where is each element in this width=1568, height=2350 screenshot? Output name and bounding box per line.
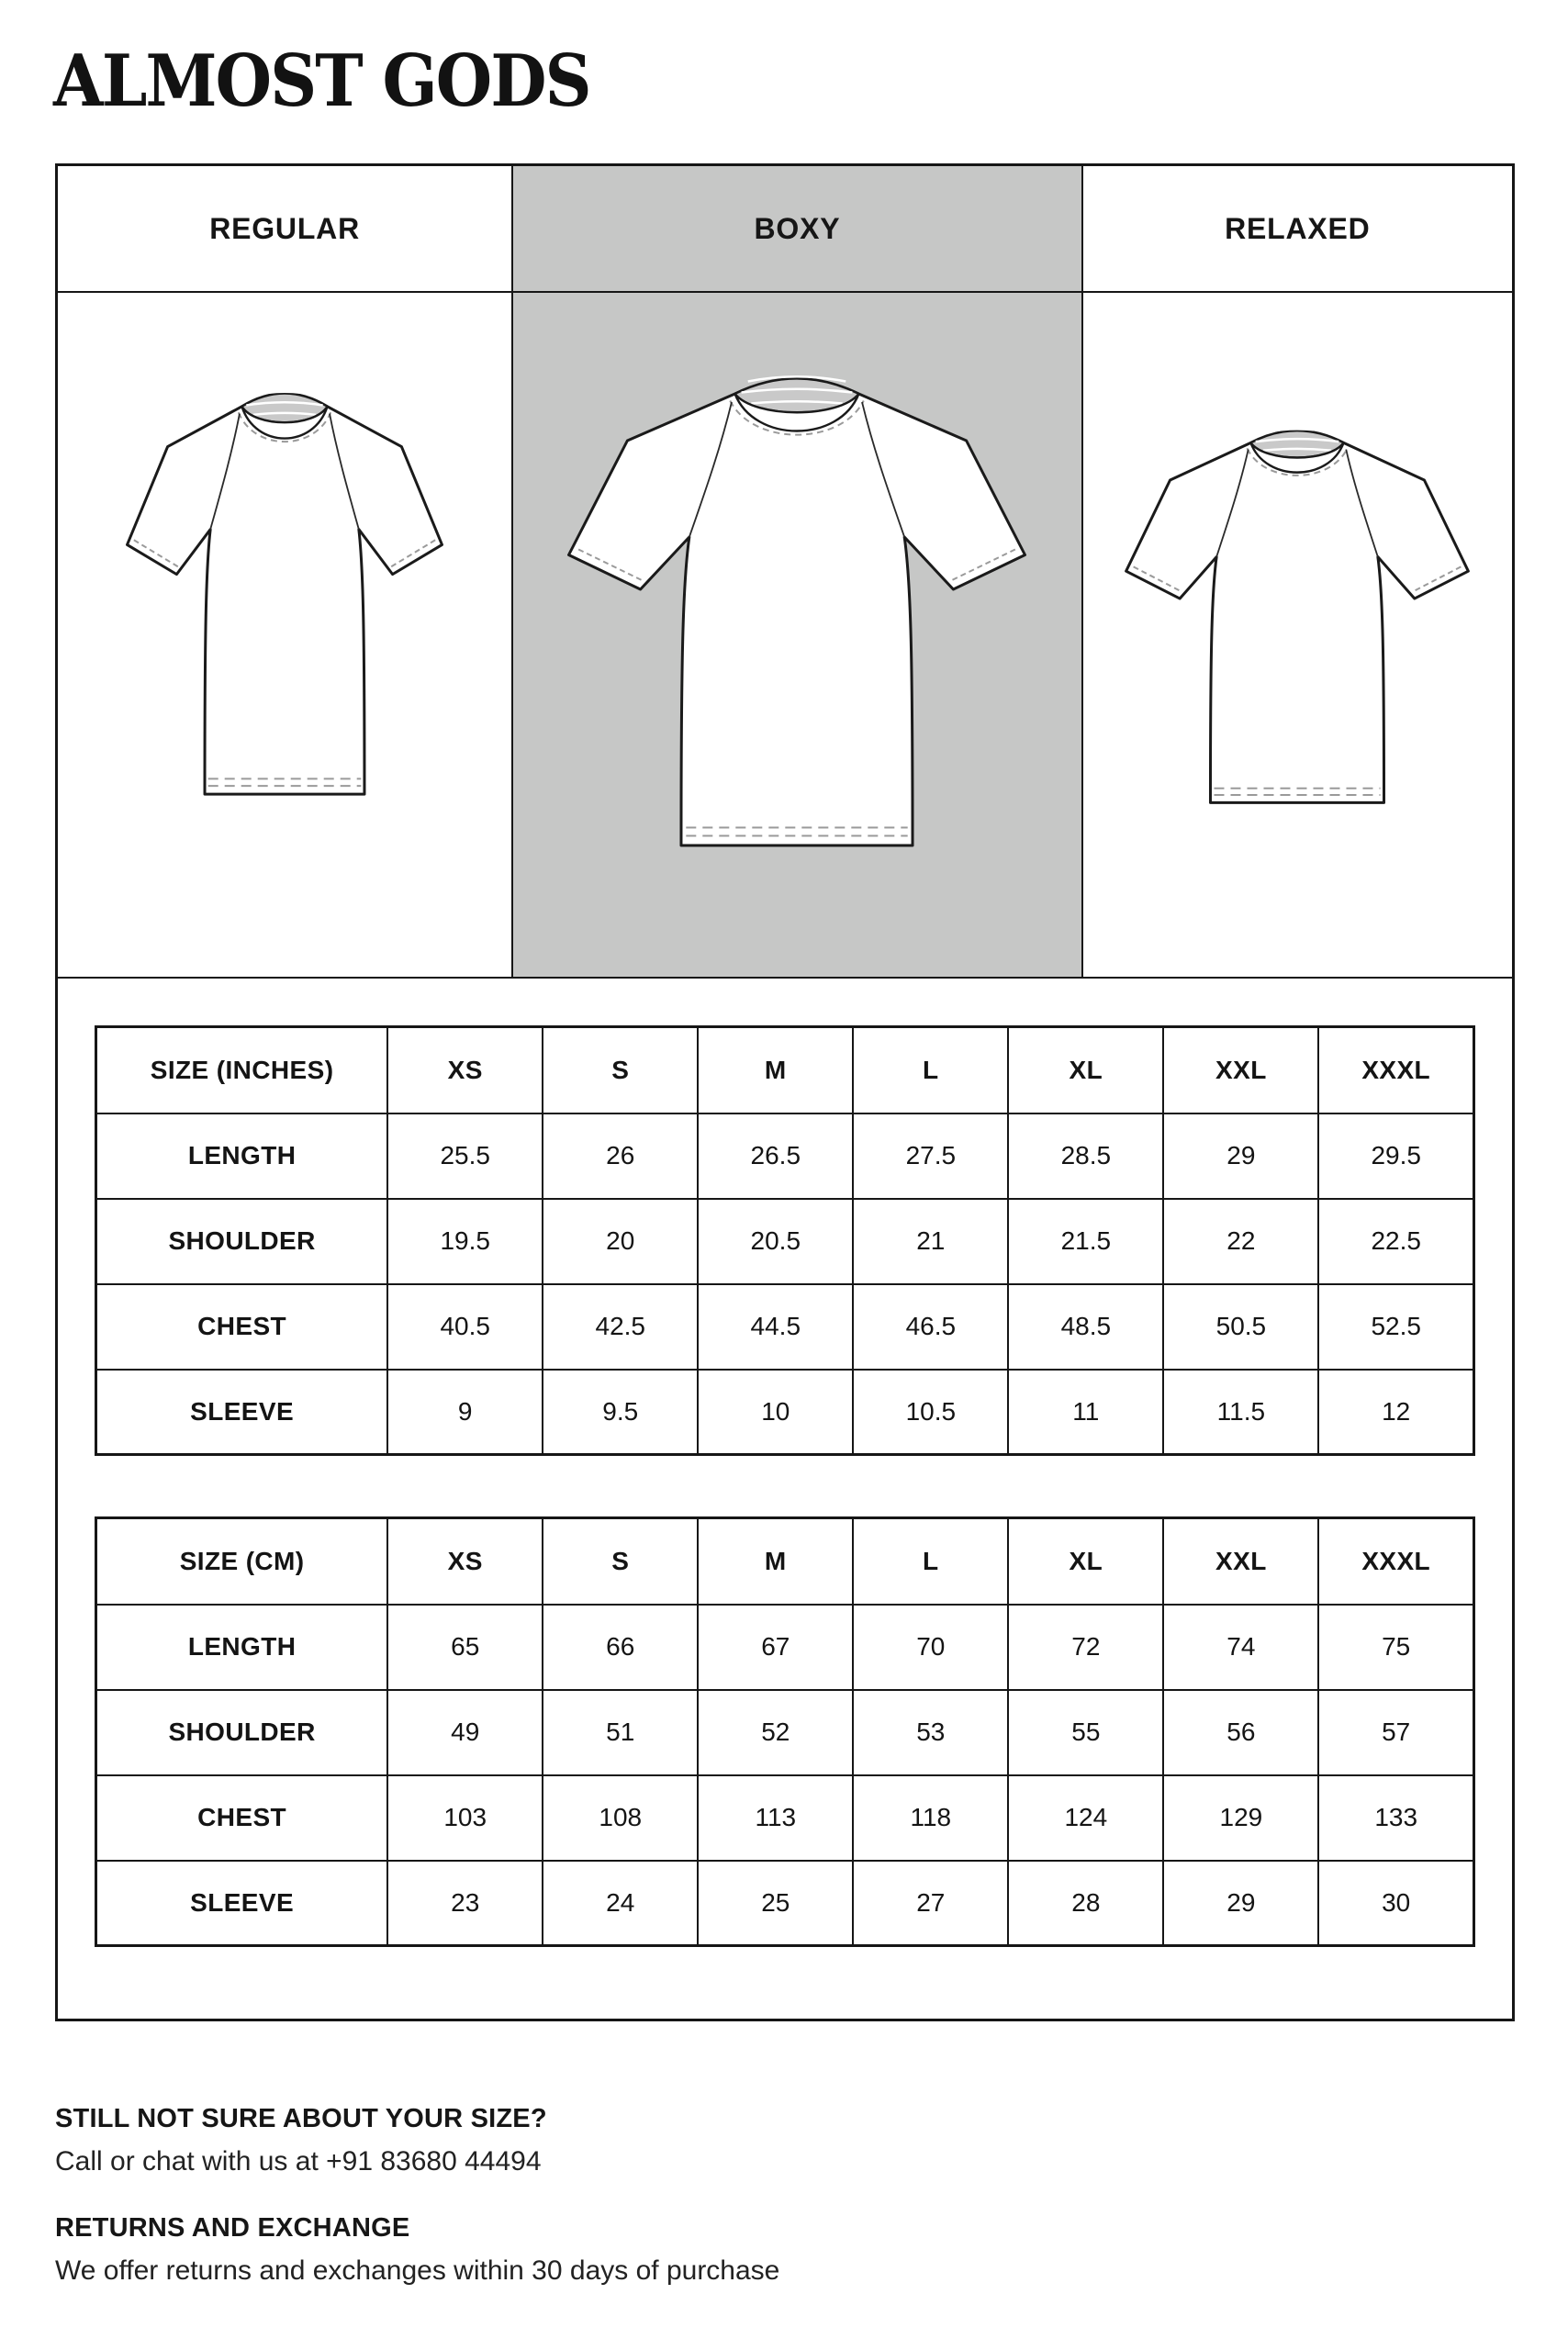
measurement-label-cell: CHEST bbox=[96, 1284, 388, 1370]
size-column-header: XXL bbox=[1163, 1518, 1318, 1605]
measurement-value-cell: 27 bbox=[853, 1861, 1008, 1946]
measurement-value-cell: 44.5 bbox=[698, 1284, 853, 1370]
measurement-value-cell: 46.5 bbox=[853, 1284, 1008, 1370]
measurement-value-cell: 133 bbox=[1318, 1775, 1473, 1861]
measurement-label-cell: SLEEVE bbox=[96, 1370, 388, 1455]
size-table-header-row bbox=[96, 1518, 1474, 1605]
measurement-row bbox=[96, 1775, 1474, 1861]
footer bbox=[55, 2106, 779, 2324]
measurement-label-cell: CHEST bbox=[96, 1775, 388, 1861]
fit-label-relaxed: RELAXED bbox=[1225, 211, 1371, 245]
measurement-value-cell: 21.5 bbox=[1008, 1199, 1163, 1284]
size-column-header: XXXL bbox=[1318, 1027, 1473, 1113]
size-column-header: XL bbox=[1008, 1027, 1163, 1113]
measurement-value-cell: 26.5 bbox=[698, 1113, 853, 1199]
fit-cell-boxy bbox=[511, 166, 1083, 293]
shirt-cell-boxy bbox=[511, 293, 1083, 979]
size-column-header: XS bbox=[387, 1518, 543, 1605]
returns-text: We offer returns and exchanges within 30 days of purchase bbox=[55, 2255, 780, 2286]
measurement-value-cell: 57 bbox=[1318, 1690, 1473, 1775]
measurement-row bbox=[96, 1370, 1474, 1455]
measurement-row bbox=[96, 1284, 1474, 1370]
measurement-value-cell: 22.5 bbox=[1318, 1199, 1473, 1284]
size-column-header: M bbox=[698, 1518, 853, 1605]
measurement-value-cell: 66 bbox=[543, 1605, 698, 1690]
size-table-header-row bbox=[96, 1027, 1474, 1113]
brand-logo: ALMOST GODS bbox=[53, 39, 590, 123]
size-column-header: S bbox=[543, 1518, 698, 1605]
measurement-value-cell: 75 bbox=[1318, 1605, 1473, 1690]
measurement-value-cell: 11 bbox=[1008, 1370, 1163, 1455]
measurement-value-cell: 55 bbox=[1008, 1690, 1163, 1775]
measurement-value-cell: 67 bbox=[698, 1605, 853, 1690]
measurement-value-cell: 9 bbox=[387, 1370, 543, 1455]
tshirt-boxy-illustration bbox=[536, 328, 1058, 878]
unit-header-cell: SIZE (CM) bbox=[96, 1518, 388, 1605]
measurement-value-cell: 12 bbox=[1318, 1370, 1473, 1455]
measurement-value-cell: 20 bbox=[543, 1199, 698, 1284]
measurement-value-cell: 9.5 bbox=[543, 1370, 698, 1455]
measurement-value-cell: 10 bbox=[698, 1370, 853, 1455]
size-column-header: M bbox=[698, 1027, 853, 1113]
measurement-label-cell: LENGTH bbox=[96, 1605, 388, 1690]
measurement-value-cell: 52 bbox=[698, 1690, 853, 1775]
measurement-value-cell: 108 bbox=[543, 1775, 698, 1861]
measurement-value-cell: 11.5 bbox=[1163, 1370, 1318, 1455]
size-column-header: L bbox=[853, 1518, 1008, 1605]
measurement-value-cell: 26 bbox=[543, 1113, 698, 1199]
measurement-value-cell: 42.5 bbox=[543, 1284, 698, 1370]
measurement-row bbox=[96, 1690, 1474, 1775]
fit-label-regular: REGULAR bbox=[209, 211, 361, 245]
measurement-value-cell: 129 bbox=[1163, 1775, 1318, 1861]
measurement-value-cell: 50.5 bbox=[1163, 1284, 1318, 1370]
tables-section bbox=[58, 979, 1512, 2019]
measurement-row bbox=[96, 1861, 1474, 1946]
size-help-title: STILL NOT SURE ABOUT YOUR SIZE? bbox=[55, 2104, 547, 2133]
measurement-row bbox=[96, 1199, 1474, 1284]
fit-cell-relaxed bbox=[1083, 166, 1512, 293]
fit-cell-regular bbox=[58, 166, 511, 293]
measurement-value-cell: 124 bbox=[1008, 1775, 1163, 1861]
measurement-value-cell: 21 bbox=[853, 1199, 1008, 1284]
size-column-header: XXXL bbox=[1318, 1518, 1473, 1605]
measurement-value-cell: 70 bbox=[853, 1605, 1008, 1690]
measurement-value-cell: 113 bbox=[698, 1775, 853, 1861]
shirt-cell-regular bbox=[58, 293, 511, 979]
measurement-value-cell: 56 bbox=[1163, 1690, 1318, 1775]
tshirt-regular-illustration bbox=[105, 350, 465, 822]
measurement-value-cell: 10.5 bbox=[853, 1370, 1008, 1455]
size-column-header: S bbox=[543, 1027, 698, 1113]
size-help-text: Call or chat with us at +91 83680 44494 bbox=[55, 2146, 542, 2177]
measurement-value-cell: 22 bbox=[1163, 1199, 1318, 1284]
measurement-label-cell: SHOULDER bbox=[96, 1690, 388, 1775]
measurement-value-cell: 28.5 bbox=[1008, 1113, 1163, 1199]
size-table-cm bbox=[95, 1516, 1475, 1947]
size-table-inches bbox=[95, 1025, 1475, 1456]
measurement-value-cell: 29 bbox=[1163, 1861, 1318, 1946]
tshirt-relaxed-illustration bbox=[1102, 390, 1493, 829]
fit-header-row bbox=[58, 166, 1512, 293]
size-chart-panel bbox=[55, 163, 1515, 2021]
measurement-row bbox=[96, 1605, 1474, 1690]
measurement-value-cell: 24 bbox=[543, 1861, 698, 1946]
measurement-label-cell: SLEEVE bbox=[96, 1861, 388, 1946]
measurement-value-cell: 30 bbox=[1318, 1861, 1473, 1946]
measurement-value-cell: 27.5 bbox=[853, 1113, 1008, 1199]
size-column-header: XL bbox=[1008, 1518, 1163, 1605]
measurement-value-cell: 25 bbox=[698, 1861, 853, 1946]
measurement-value-cell: 19.5 bbox=[387, 1199, 543, 1284]
measurement-value-cell: 118 bbox=[853, 1775, 1008, 1861]
measurement-value-cell: 29 bbox=[1163, 1113, 1318, 1199]
measurement-value-cell: 53 bbox=[853, 1690, 1008, 1775]
unit-header-cell: SIZE (INCHES) bbox=[96, 1027, 388, 1113]
measurement-value-cell: 48.5 bbox=[1008, 1284, 1163, 1370]
measurement-value-cell: 23 bbox=[387, 1861, 543, 1946]
measurement-value-cell: 52.5 bbox=[1318, 1284, 1473, 1370]
measurement-value-cell: 28 bbox=[1008, 1861, 1163, 1946]
measurement-row bbox=[96, 1113, 1474, 1199]
shirt-row bbox=[58, 293, 1512, 979]
measurement-label-cell: LENGTH bbox=[96, 1113, 388, 1199]
measurement-value-cell: 20.5 bbox=[698, 1199, 853, 1284]
measurement-value-cell: 40.5 bbox=[387, 1284, 543, 1370]
measurement-value-cell: 29.5 bbox=[1318, 1113, 1473, 1199]
measurement-value-cell: 25.5 bbox=[387, 1113, 543, 1199]
measurement-value-cell: 72 bbox=[1008, 1605, 1163, 1690]
measurement-value-cell: 65 bbox=[387, 1605, 543, 1690]
measurement-value-cell: 51 bbox=[543, 1690, 698, 1775]
measurement-value-cell: 49 bbox=[387, 1690, 543, 1775]
fit-label-boxy: BOXY bbox=[754, 211, 841, 245]
measurement-label-cell: SHOULDER bbox=[96, 1199, 388, 1284]
size-column-header: XS bbox=[387, 1027, 543, 1113]
measurement-value-cell: 103 bbox=[387, 1775, 543, 1861]
shirt-cell-relaxed bbox=[1083, 293, 1512, 979]
measurement-value-cell: 74 bbox=[1163, 1605, 1318, 1690]
size-column-header: L bbox=[853, 1027, 1008, 1113]
size-column-header: XXL bbox=[1163, 1027, 1318, 1113]
returns-title: RETURNS AND EXCHANGE bbox=[55, 2213, 410, 2243]
